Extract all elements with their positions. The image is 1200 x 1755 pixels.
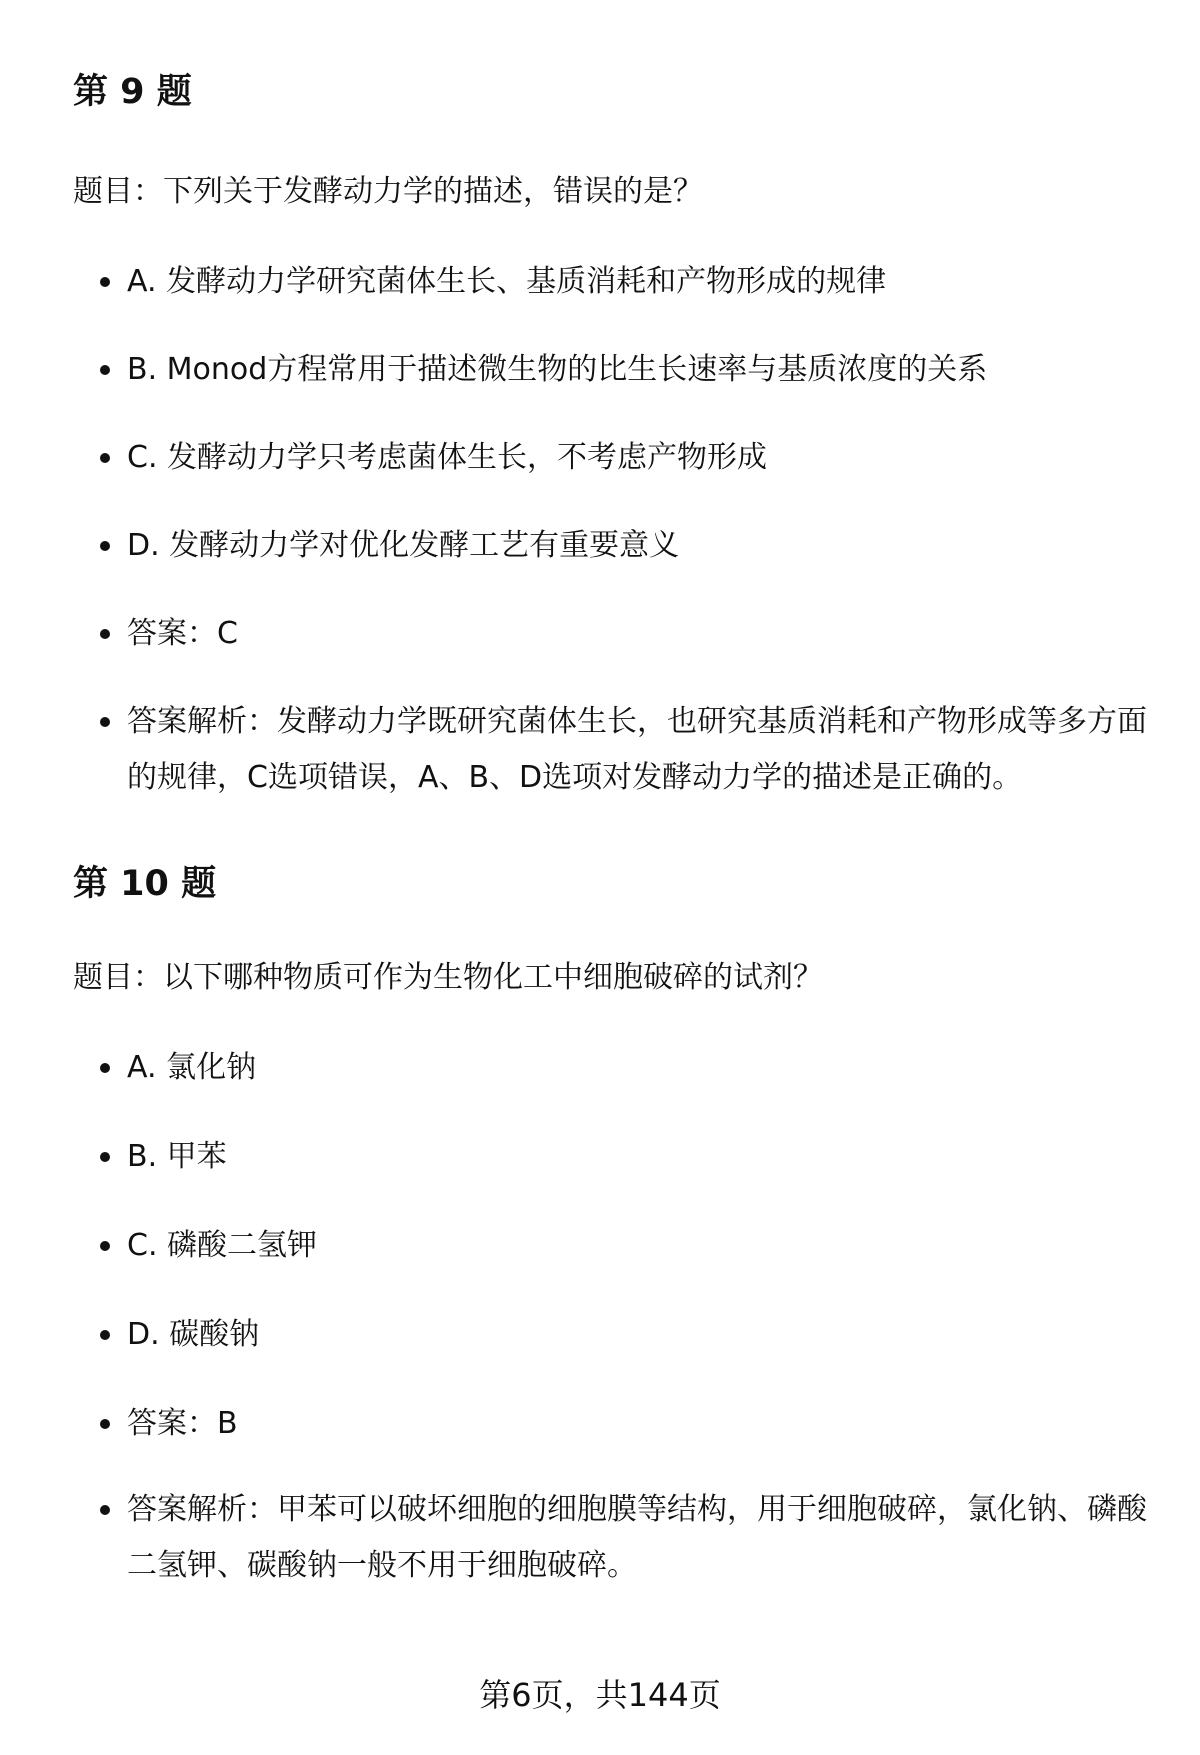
option-d: [73, 526, 679, 566]
answer-explanation: [73, 1482, 1153, 1594]
option-label: D. 发酵动力学对优化发酵工艺有重要意义: [127, 528, 680, 563]
page-footer: 第6页，共144页: [479, 1676, 721, 1714]
option-c: [73, 438, 767, 478]
bullet-icon: [100, 1419, 110, 1429]
bullet-icon: [100, 1505, 110, 1515]
question-10-heading: 第 10 题: [73, 864, 217, 904]
question-9-text: 题目：下列关于发酵动力学的描述，错误的是？: [73, 174, 703, 209]
bullet-icon: [100, 1063, 110, 1073]
explanation-text: 答案解析：发酵动力学既研究菌体生长，也研究基质消耗和产物形成等多方面的规律，C选项错误，A、B、D选项对发酵动力学的描述是正确的。: [127, 704, 1147, 795]
question-10-section: [73, 862, 1153, 906]
answer-explanation: [73, 694, 1153, 806]
question-9-text-wrap: [73, 172, 1153, 212]
option-label: B. Monod方程常用于描述微生物的比生长速率与基质浓度的关系: [127, 352, 988, 387]
option-d: [73, 1315, 259, 1355]
question-9-heading: 第 9 题: [73, 72, 192, 112]
option-b: [73, 1137, 227, 1177]
option-c: [73, 1226, 317, 1266]
option-b: [73, 350, 987, 390]
option-a: [73, 1048, 256, 1088]
answer-label: 答案：B: [127, 1406, 238, 1441]
option-label: C. 发酵动力学只考虑菌体生长，不考虑产物形成: [127, 440, 768, 475]
bullet-icon: [100, 629, 110, 639]
bullet-icon: [100, 717, 110, 727]
bullet-icon: [100, 541, 110, 551]
bullet-icon: [100, 1330, 110, 1340]
bullet-icon: [100, 277, 110, 287]
answer: [73, 614, 238, 654]
bullet-icon: [100, 453, 110, 463]
bullet-icon: [100, 365, 110, 375]
option-label: B. 甲苯: [127, 1139, 227, 1174]
option-label: C. 磷酸二氢钾: [127, 1228, 318, 1263]
answer: [73, 1404, 238, 1444]
question-9-section: [73, 70, 1153, 114]
option-label: A. 发酵动力学研究菌体生长、基质消耗和产物形成的规律: [127, 264, 887, 299]
bullet-icon: [100, 1152, 110, 1162]
explanation-text: 答案解析：甲苯可以破坏细胞的细胞膜等结构，用于细胞破碎，氯化钠、磷酸二氢钾、碳酸钠一般不用于细胞破碎。: [127, 1492, 1147, 1583]
question-10-text: 题目：以下哪种物质可作为生物化工中细胞破碎的试剂？: [73, 960, 823, 995]
question-10-text-wrap: [73, 958, 1153, 998]
answer-label: 答案：C: [127, 616, 238, 651]
option-label: A. 氯化钠: [127, 1050, 257, 1085]
option-label: D. 碳酸钠: [127, 1317, 260, 1352]
option-a: [73, 262, 886, 302]
bullet-icon: [100, 1241, 110, 1251]
